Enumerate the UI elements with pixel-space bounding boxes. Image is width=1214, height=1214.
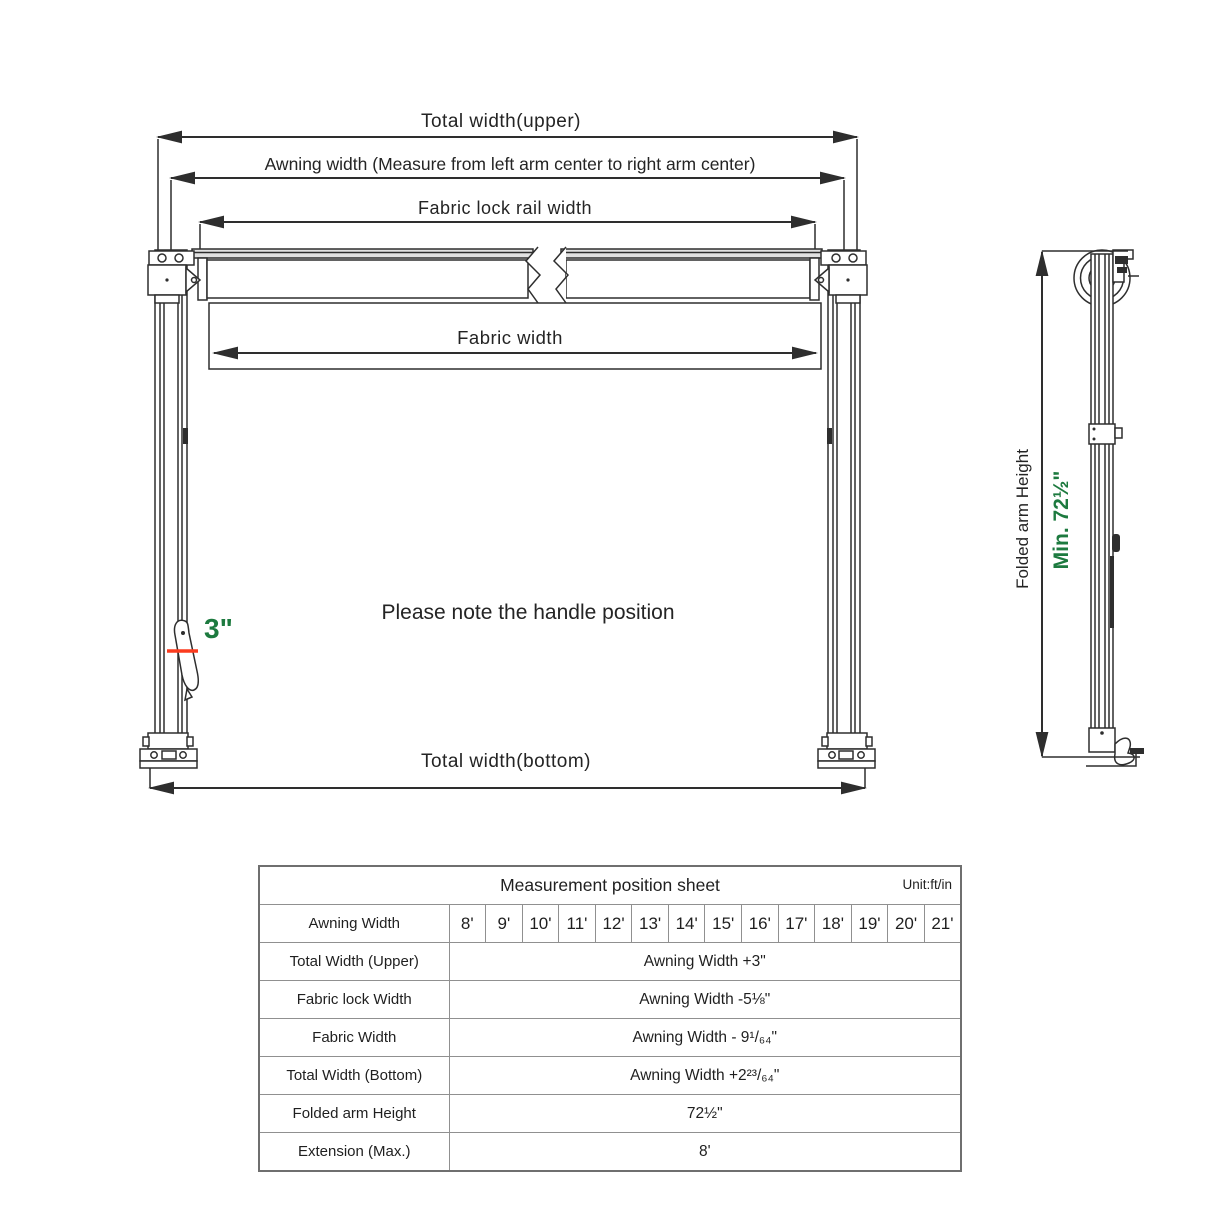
front-view xyxy=(140,137,875,788)
row-label: Folded arm Height xyxy=(259,1095,449,1133)
row-value: Awning Width - 9¹/₆₄" xyxy=(449,1019,961,1057)
side-foot xyxy=(1086,728,1144,766)
row-value: 72½" xyxy=(449,1095,961,1133)
table-row xyxy=(259,1057,961,1095)
left-foot xyxy=(140,733,197,768)
size-cell: 14' xyxy=(668,905,705,943)
size-cell: 16' xyxy=(742,905,779,943)
awning-width-row xyxy=(259,905,961,943)
side-clamp xyxy=(1089,424,1122,444)
table-row xyxy=(259,1095,961,1133)
size-cell: 11' xyxy=(559,905,596,943)
size-cell: 10' xyxy=(522,905,559,943)
table-title: Measurement position sheet xyxy=(500,875,720,895)
fabric-lock-rail xyxy=(192,249,822,258)
dim-label-folded-arm-height: Folded arm Height xyxy=(1013,449,1032,589)
side-arm-post xyxy=(1091,254,1113,732)
handle-offset-label: 3" xyxy=(204,613,233,644)
size-cell: 21' xyxy=(924,905,961,943)
table-row xyxy=(259,1019,961,1057)
table-row xyxy=(259,981,961,1019)
table-unit: Unit:ft/in xyxy=(902,877,952,892)
row-value: 8' xyxy=(449,1133,961,1172)
size-cell: 9' xyxy=(486,905,523,943)
dim-label-min-height: Min. 72½" xyxy=(1050,470,1073,570)
left-top-bracket xyxy=(148,251,200,303)
row-label: Extension (Max.) xyxy=(259,1133,449,1172)
size-cell: 13' xyxy=(632,905,669,943)
table-row xyxy=(259,943,961,981)
table-row xyxy=(259,1133,961,1172)
row-value: Awning Width -5⅛" xyxy=(449,981,961,1019)
row-label: Awning Width xyxy=(259,905,449,943)
dim-label-total-width-upper: Total width(upper) xyxy=(420,111,582,132)
size-cell: 19' xyxy=(851,905,888,943)
dim-label-fabric-lock-rail-width: Fabric lock rail width xyxy=(417,198,593,218)
dim-label-awning-width: Awning width (Measure from left arm center to right arm center) xyxy=(264,154,756,174)
size-cell: 17' xyxy=(778,905,815,943)
dim-label-fabric-width: Fabric width xyxy=(457,327,563,348)
right-foot xyxy=(818,733,875,768)
size-cell: 8' xyxy=(449,905,486,943)
row-label: Fabric lock Width xyxy=(259,981,449,1019)
extension-lines xyxy=(150,139,865,788)
right-arm-post xyxy=(827,250,860,737)
row-label: Fabric Width xyxy=(259,1019,449,1057)
measurement-position-table xyxy=(258,865,962,1172)
row-label: Total Width (Upper) xyxy=(259,943,449,981)
table-header-row xyxy=(259,866,961,905)
size-cell: 15' xyxy=(705,905,742,943)
row-value: Awning Width +2²³/₆₄" xyxy=(449,1057,961,1095)
row-value: Awning Width +3" xyxy=(449,943,961,981)
right-top-bracket xyxy=(815,251,867,303)
dimension-lines xyxy=(150,137,865,788)
size-cell: 12' xyxy=(595,905,632,943)
size-cell: 18' xyxy=(815,905,852,943)
handle-position-note: Please note the handle position xyxy=(381,601,675,624)
dim-label-total-width-bottom: Total width(bottom) xyxy=(420,751,591,772)
size-cell: 20' xyxy=(888,905,925,943)
row-label: Total Width (Bottom) xyxy=(259,1057,449,1095)
